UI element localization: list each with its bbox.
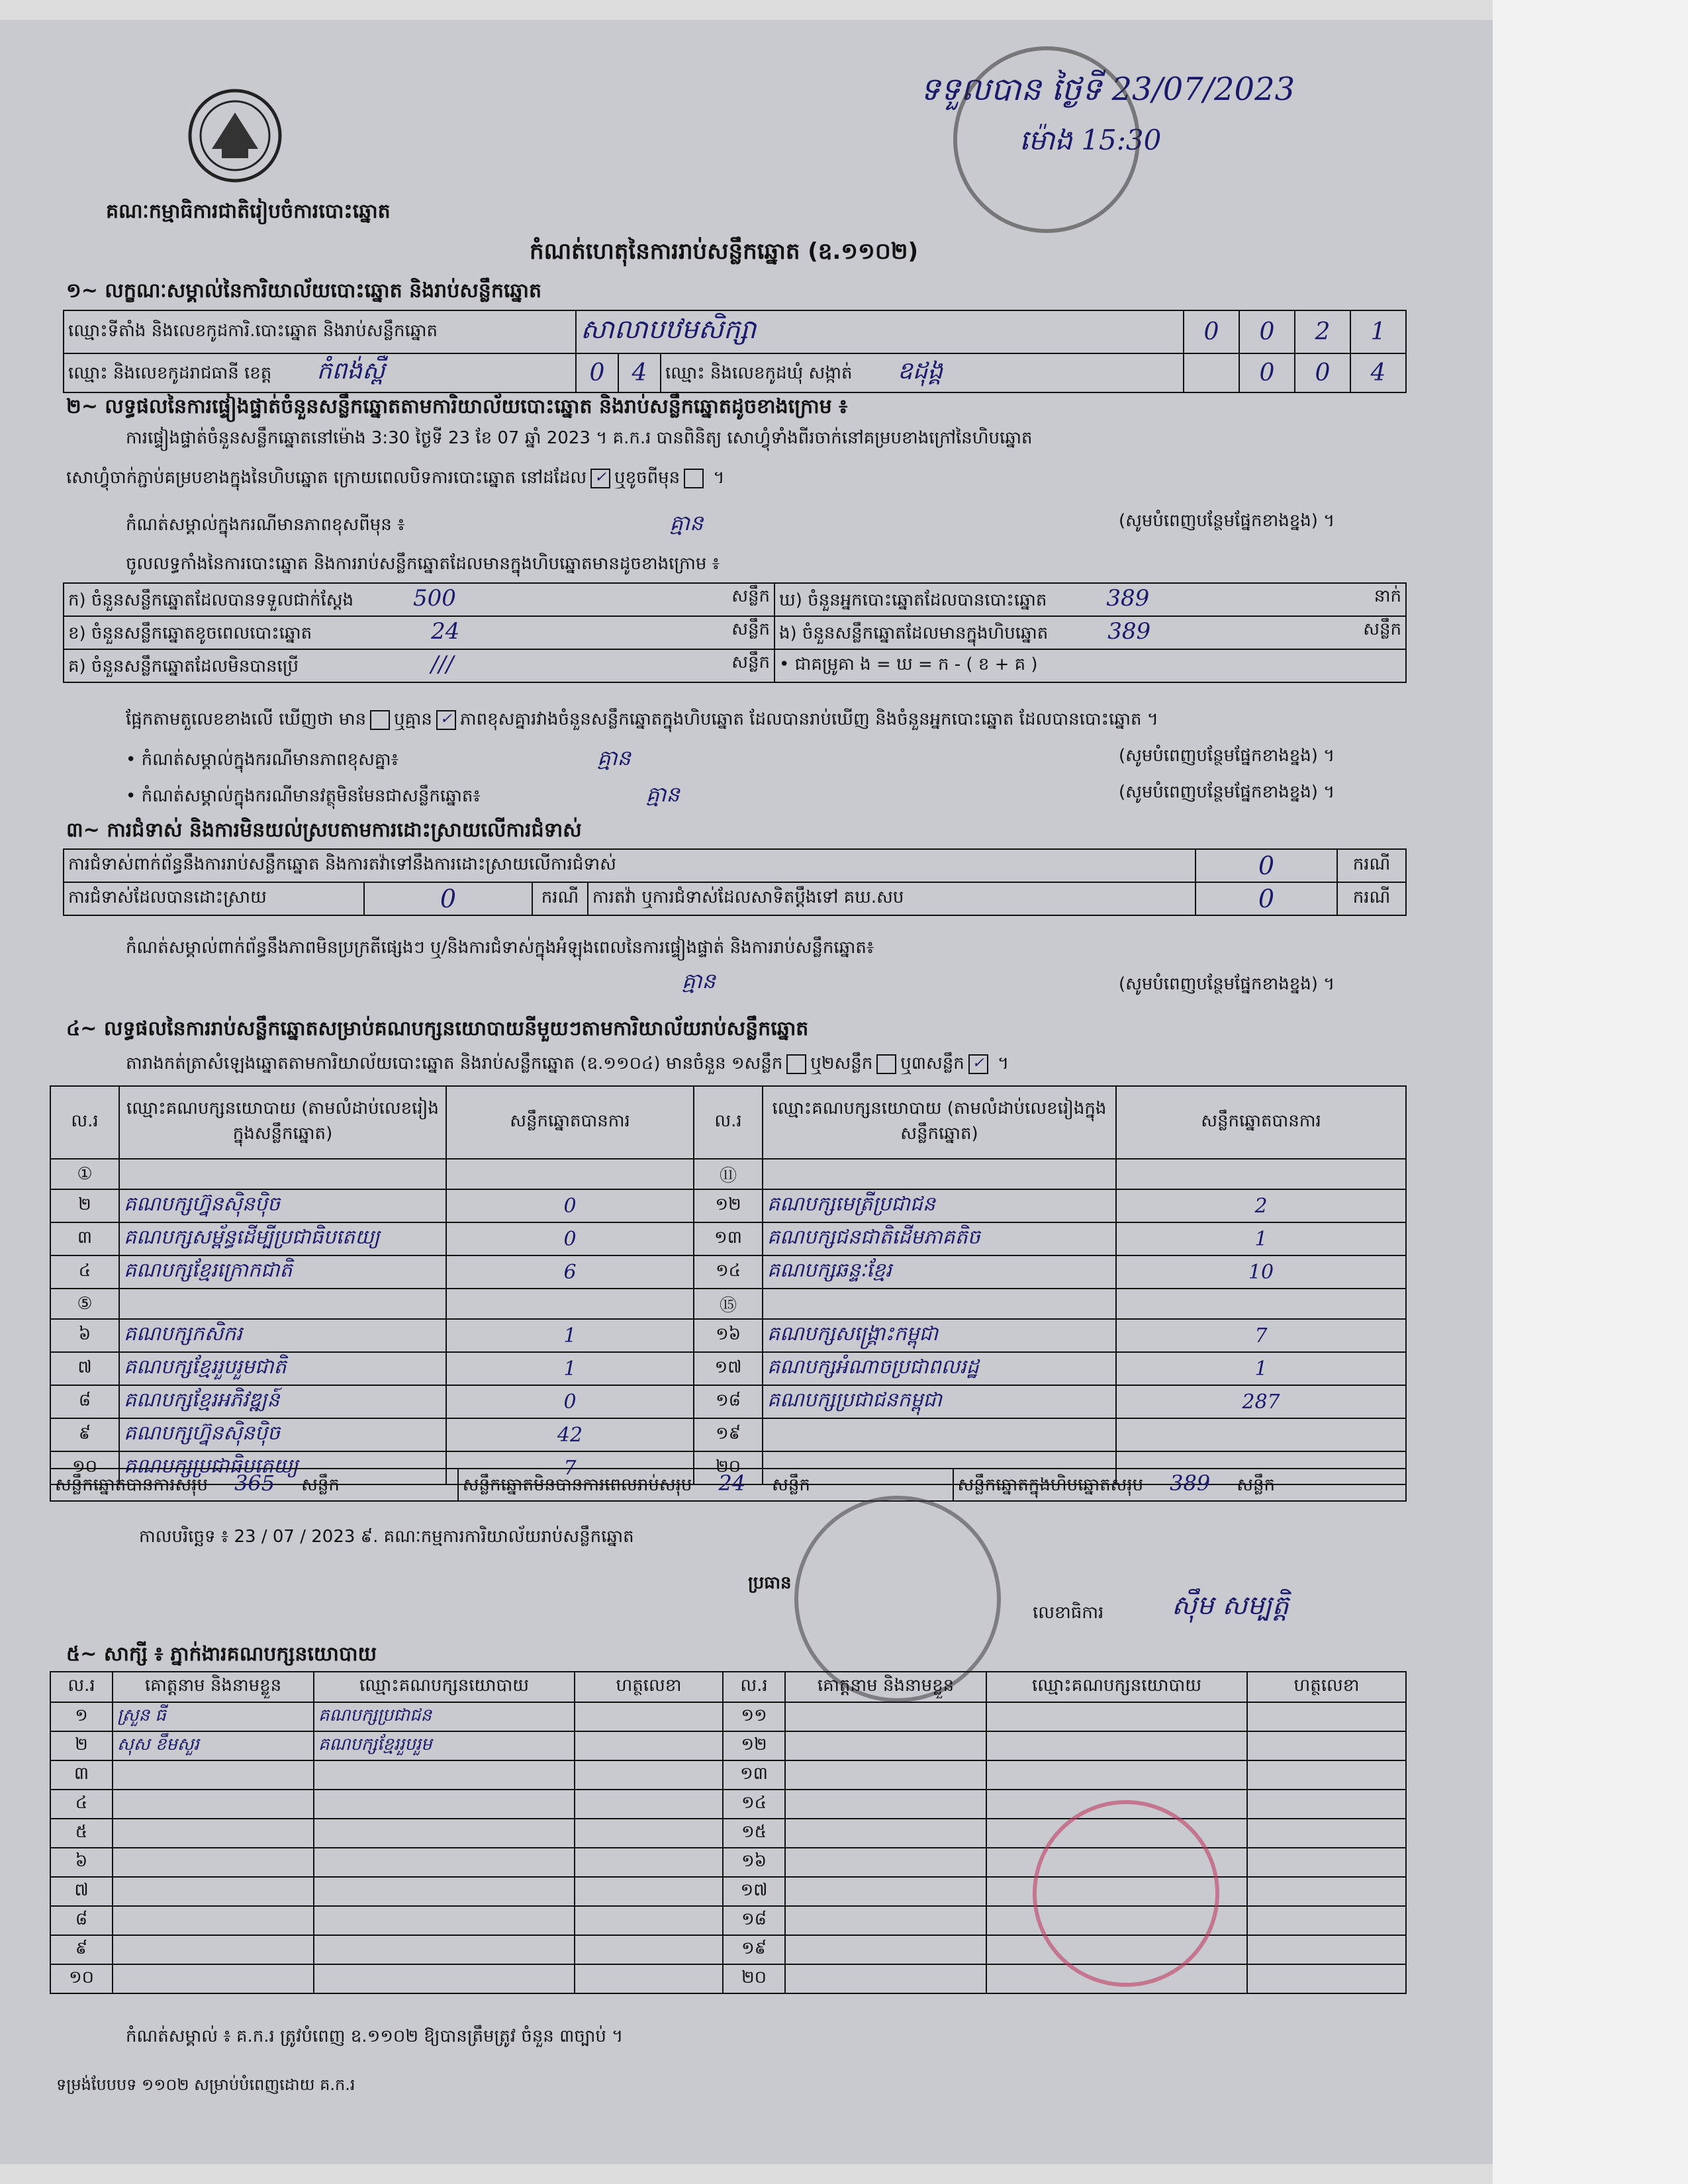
witness-no: ១៨: [723, 1906, 785, 1935]
result-party: គណបក្សប្រជាធិបតេយ្យ: [119, 1451, 446, 1484]
witness-no: ១៦: [723, 1848, 785, 1877]
seal-broken-checkbox[interactable]: [684, 469, 704, 488]
formula: • ជាគម្រូគា ង = ឃ = ក - ( ខ + គ ): [774, 649, 1406, 682]
witness-no: ១: [50, 1702, 113, 1731]
result-no: ១៧: [694, 1352, 763, 1385]
result-no: ១៣: [694, 1222, 763, 1255]
fill-hint-3: (សូមបំពេញបន្ថែមផ្នែកខាងខ្នង) ។: [1119, 782, 1335, 802]
result-no: ១៨: [694, 1385, 763, 1418]
result-votes: 0: [446, 1189, 694, 1222]
committee-logo: [185, 86, 285, 185]
w-col-name-left: គោត្តនាម និងនាមខ្លួន: [113, 1672, 314, 1702]
resolved-count: 0: [364, 882, 532, 915]
commune-code-1: 0: [1239, 353, 1295, 392]
result-row: [50, 1255, 1406, 1289]
w-col-party-right: ឈ្មោះគណបក្សនយោបាយ: [986, 1672, 1247, 1702]
witness-signature: [575, 1702, 723, 1731]
result-row: [50, 1319, 1406, 1352]
fill-hint-1: (សូមបំពេញបន្ថែមផ្នែកខាងខ្នង) ។: [1119, 511, 1335, 531]
result-party: [119, 1159, 446, 1189]
witness-signature: [1247, 1760, 1406, 1790]
province-label: ឈ្មោះ និងលេខកូដរាជធានី ខេត្ត កំពង់ស្ពឺ: [64, 353, 576, 392]
counts-table: [63, 582, 1407, 683]
appealed-count: 0: [1196, 882, 1337, 915]
province-code-1: 0: [576, 353, 618, 392]
count-gh: ឃ) ចំនួនអ្នកបោះឆ្នោតដែលបានបោះឆ្នោត 389 នាក់: [774, 583, 1406, 616]
witness-party: [314, 1819, 575, 1848]
result-party: [763, 1159, 1116, 1189]
col-party-right: ឈ្មោះគណបក្សនយោបាយ (តាមលំដាប់លេខរៀងក្នុងសន្លឹកឆ្នោត): [763, 1086, 1116, 1159]
section1-heading: ១~ លក្ខណៈសម្គាល់នៃការិយាល័យបោះឆ្នោត និងរាប់សន្លឹកឆ្នោត: [66, 279, 542, 302]
witness-name: [785, 1790, 986, 1819]
witness-name: [785, 1935, 986, 1964]
result-no: ⑤: [50, 1289, 119, 1319]
section4-heading: ៤~ លទ្ធផលនៃការរាប់សន្លឹកឆ្នោតសម្រាប់គណបក្សនយោបាយនីមួយៗតាមការិយាល័យរាប់សន្លឹកឆ្នោត: [66, 1017, 809, 1040]
result-party: គណបក្សមេត្រីប្រជាជន: [763, 1189, 1116, 1222]
result-party: [763, 1418, 1116, 1451]
section5-heading: ៥~ សាក្សី ៖ ភ្នាក់ងារគណបក្សនយោបាយ: [66, 1643, 377, 1666]
count-kh: ខ) ចំនួនសន្លឹកឆ្នោតខូចពេលបោះឆ្នោត 24 សន្លឹក: [64, 616, 774, 649]
witness-name: [785, 1877, 986, 1906]
witness-no: ១១: [723, 1702, 785, 1731]
witness-no: ៣: [50, 1760, 113, 1790]
verification-para-2: សោហ្វុំចាក់ភ្ជាប់គម្របខាងក្នុងនៃហិបឆ្នោត ក្រោយពេលបិទការបោះឆ្នោត នៅដដែល ✓ ឬខូចពីមុន ។: [66, 468, 725, 488]
witness-name: [785, 1731, 986, 1760]
note-diff2-line: • កំណត់សម្គាល់ក្នុងករណីមានភាពខុសគ្នា៖ គ្មាន: [126, 745, 631, 770]
witness-name: [785, 1906, 986, 1935]
compare-line: ផ្អែកតាមតួលេខខាងលើ ឃើញថា មាន ឬគ្មាន ✓ ភាពខុសគ្នារវាងចំនួនសន្លឹកឆ្នោតក្នុងហិបឆ្នោត ដែលបានរាប់ឃើញ និងចំនួនអ្នកបោះឆ្នោត ដែលបានបោះឆ្នោត ។: [126, 709, 1158, 729]
case-unit-1: ករណី: [1337, 849, 1406, 882]
result-no: ①: [50, 1159, 119, 1189]
result-party: [763, 1289, 1116, 1319]
result-no: ៧: [50, 1352, 119, 1385]
witness-party: [314, 1877, 575, 1906]
chair-label: ប្រធាន: [748, 1573, 792, 1593]
witness-party: គណបក្សខ្មែររួបរួម: [314, 1731, 575, 1760]
witness-name: [785, 1760, 986, 1790]
witness-party: [314, 1848, 575, 1877]
witness-signature: [1247, 1906, 1406, 1935]
witness-party: [314, 1964, 575, 1993]
commune-code-pad: [1184, 353, 1239, 392]
witness-party: [314, 1906, 575, 1935]
witness-signature: [575, 1848, 723, 1877]
total-invalid: សន្លឹកឆ្នោតមិនបានការពេលរាប់សរុប 24 សន្លឹក: [458, 1469, 953, 1501]
witness-no: ១៣: [723, 1760, 785, 1790]
result-votes: 1: [1116, 1352, 1406, 1385]
result-party: គណបក្សឆន្ទៈខ្មែរ: [763, 1255, 1116, 1289]
witness-no: ១២: [723, 1731, 785, 1760]
witness-name: [113, 1848, 314, 1877]
result-votes: [446, 1289, 694, 1319]
witness-no: ១០: [50, 1964, 113, 1993]
scan-margin: [1493, 0, 1688, 2184]
counts-intro: ចូលលទ្ធកាំងនៃការបោះឆ្នោត និងការរាប់សន្លឹកឆ្នោតដែលមានក្នុងហិបឆ្នោតមានដូចខាងក្រោម ៖: [126, 554, 720, 574]
secretary-signature: ស៊ឹម សម្បត្តិ: [1172, 1590, 1289, 1621]
irregularity-note: កំណត់សម្គាល់ពាក់ព័ន្ធនឹងភាពមិនប្រក្រតីផ្សេងៗ ឬ/និងការជំទាស់ក្នុងអំឡុងពេលនៃការផ្ទៀងផ្ទាត់ និងការរាប់សន្លឹកឆ្នោត៖: [126, 938, 874, 958]
case-unit-2: ករណី: [532, 882, 588, 915]
section1-table: [63, 310, 1407, 393]
result-party: គណបក្សខ្មែររួបរួមជាតិ: [119, 1352, 446, 1385]
result-party: គណបក្សខ្មែរក្រោកជាតិ: [119, 1255, 446, 1289]
witness-party: [314, 1760, 575, 1790]
witness-signature: [1247, 1790, 1406, 1819]
result-party: គណបក្សអំណាចប្រជាពលរដ្ឋ: [763, 1352, 1116, 1385]
count-ng: ង) ចំនួនសន្លឹកឆ្នោតដែលមានក្នុងហិបឆ្នោត 389 សន្លឹក: [774, 616, 1406, 649]
result-no: ១៦: [694, 1319, 763, 1352]
one-sheet-checkbox[interactable]: [786, 1054, 806, 1074]
objection-count-label: ការជំទាស់ពាក់ព័ន្ធនឹងការរាប់សន្លឹកឆ្នោត និងការតវ៉ាទៅនឹងការដោះស្រាយលើការជំទាស់: [64, 849, 1196, 882]
irregularity-note-value: គ្មាន: [682, 968, 716, 993]
result-no: ២០: [694, 1451, 763, 1484]
witness-row: [50, 1760, 1406, 1790]
verification-para-1: ការផ្ទៀងផ្ទាត់ចំនួនសន្លឹកឆ្នោតនៅម៉ោង 3:30 ថ្ងៃទី 23 ខែ 07 ឆ្នាំ 2023 ។ គ.ក.រ បានពិនិត្យ សោហ្វុំទាំងពីរចាក់នៅគម្របខាងក្រៅនៃហិបឆ្នោត: [126, 428, 1033, 448]
witness-name: [785, 1848, 986, 1877]
received-time: ម៉ោង 15:30: [1019, 124, 1162, 156]
resolved-label: ការជំទាស់ដែលបានដោះស្រាយ: [64, 882, 364, 915]
result-votes: [1116, 1418, 1406, 1451]
witness-name: [785, 1819, 986, 1848]
results-table: [50, 1085, 1407, 1485]
count-ko: គ) ចំនួនសន្លឹកឆ្នោតដែលមិនបានប្រើ /// សន្លឹក: [64, 649, 774, 682]
commune-code-2: 0: [1295, 353, 1350, 392]
result-votes: 0: [446, 1222, 694, 1255]
result-votes: 7: [1116, 1319, 1406, 1352]
result-no: ១០: [50, 1451, 119, 1484]
w-col-no-right: ល.រ: [723, 1672, 785, 1702]
result-party: គណបក្សសង្គ្រោះកម្ពុជា: [763, 1319, 1116, 1352]
witness-signature: [575, 1790, 723, 1819]
count-k: ក) ចំនួនសន្លឹកឆ្នោតដែលបានទទួលជាក់ស្តែង 500 សន្លឹក: [64, 583, 774, 616]
appealed-label: ការតវ៉ា ឬការជំទាស់ដែលសាទិតប្តឹងទៅ គឃ.សប: [588, 882, 1196, 915]
result-row: [50, 1385, 1406, 1418]
witness-no: ២០: [723, 1964, 785, 1993]
result-no: ១២: [694, 1189, 763, 1222]
witness-party: [314, 1935, 575, 1964]
result-votes: [1116, 1289, 1406, 1319]
result-votes: 0: [446, 1385, 694, 1418]
w-col-name-right: គោត្តនាម និងនាមខ្លួន: [785, 1672, 986, 1702]
result-votes: 287: [1116, 1385, 1406, 1418]
result-votes: 2: [1116, 1189, 1406, 1222]
witness-no: ៦: [50, 1848, 113, 1877]
col-votes-right: សន្លឹកឆ្នោតបានការ: [1116, 1086, 1406, 1159]
result-row: [50, 1418, 1406, 1451]
witness-party: [986, 1760, 1247, 1790]
col-no-right: ល.រ: [694, 1086, 763, 1159]
result-row: [50, 1189, 1406, 1222]
witness-name: [785, 1964, 986, 1993]
result-no: ៨: [50, 1385, 119, 1418]
result-no: ៩: [50, 1418, 119, 1451]
result-row: [50, 1289, 1406, 1319]
witness-signature: [575, 1819, 723, 1848]
official-seal-red: [1033, 1800, 1219, 1987]
witness-no: ២: [50, 1731, 113, 1760]
witness-name: ស្រួន ធី: [113, 1702, 314, 1731]
section3-heading: ៣~ ការជំទាស់ និងការមិនយល់ស្របតាមការដោះស្រាយលើការជំទាស់: [66, 819, 582, 842]
witness-signature: [1247, 1819, 1406, 1848]
witness-signature: [1247, 1877, 1406, 1906]
result-party: [119, 1289, 446, 1319]
location-code-2: 0: [1239, 310, 1295, 353]
witness-signature: [575, 1877, 723, 1906]
case-unit-3: ករណី: [1337, 882, 1406, 915]
witness-signature: [575, 1964, 723, 1993]
witness-name: [113, 1877, 314, 1906]
witness-signature: [1247, 1935, 1406, 1964]
witness-signature: [1247, 1964, 1406, 1993]
result-party: គណបក្សហ្វ៊ុនស៊ិនប៉ិច: [119, 1418, 446, 1451]
result-row: [50, 1159, 1406, 1189]
location-code-3: 2: [1295, 310, 1350, 353]
total-valid: សន្លឹកឆ្នោតបានការសរុប 365 សន្លឹក: [50, 1469, 458, 1501]
result-votes: 42: [446, 1418, 694, 1451]
witness-no: ៨: [50, 1906, 113, 1935]
witness-name: [113, 1790, 314, 1819]
result-no: ១៩: [694, 1418, 763, 1451]
footer-note: កំណត់សម្គាល់ ៖ គ.ក.រ ត្រូវបំពេញ ឧ.១១០២ ឱ្យបានត្រឹមត្រូវ ចំនួន ៣ច្បាប់ ។: [126, 2026, 624, 2046]
witness-name: [785, 1702, 986, 1731]
witness-no: ១៩: [723, 1935, 785, 1964]
witness-no: ៥: [50, 1819, 113, 1848]
result-votes: [1116, 1159, 1406, 1189]
col-votes-left: សន្លឹកឆ្នោតបានការ: [446, 1086, 694, 1159]
witness-party: [986, 1731, 1247, 1760]
witness-no: ១៤: [723, 1790, 785, 1819]
objection-count: 0: [1196, 849, 1337, 882]
witness-party: [314, 1790, 575, 1819]
result-party: គណបក្សខ្មែរអភិវឌ្ឍន៍: [119, 1385, 446, 1418]
result-no: ២: [50, 1189, 119, 1222]
witness-name: [113, 1906, 314, 1935]
witness-no: ១៥: [723, 1819, 785, 1848]
objections-table: [63, 848, 1407, 916]
witness-signature: [1247, 1702, 1406, 1731]
result-party: គណបក្សជនជាតិដើមភាគតិច: [763, 1222, 1116, 1255]
note-diff-line: កំណត់សម្គាល់ក្នុងករណីមានភាពខុសពីមុន ៖ គ្មាន: [126, 510, 704, 535]
note-fake-line: • កំណត់សម្គាល់ក្នុងករណីមានវត្ថុមិនមែនជាសន្លឹកឆ្នោត៖ គ្មាន: [126, 782, 680, 807]
col-party-left: ឈ្មោះគណបក្សនយោបាយ (តាមលំដាប់លេខរៀងក្នុងសន្លឹកឆ្នោត): [119, 1086, 446, 1159]
commune-label: ឈ្មោះ និងលេខកូដឃុំ សង្កាត់ ឧដុង្គ: [661, 353, 1184, 392]
location-code-4: 1: [1350, 310, 1406, 353]
result-party: គណបក្សហ្វ៊ុនស៊ិនប៉ិច: [119, 1189, 446, 1222]
witness-signature: [1247, 1731, 1406, 1760]
result-votes: 1: [446, 1319, 694, 1352]
province-code-2: 4: [618, 353, 661, 392]
commune-code-3: 4: [1350, 353, 1406, 392]
location-value: សាលាបឋមសិក្សា: [576, 310, 1184, 353]
received-date: ទទួលបាន ថ្ងៃទី 23/07/2023: [920, 71, 1295, 108]
w-col-sign-left: ហត្ថលេខា: [575, 1672, 723, 1702]
witness-name: [113, 1819, 314, 1848]
result-party: គណបក្សប្រជាជនកម្ពុជា: [763, 1385, 1116, 1418]
witness-signature: [575, 1935, 723, 1964]
witness-party: គណបក្សប្រជាជន: [314, 1702, 575, 1731]
page-title: កំណត់ហេតុនៃការរាប់សន្លឹកឆ្នោត (ឧ.១១០២): [530, 238, 919, 265]
witness-name: [113, 1760, 314, 1790]
date-line: កាលបរិច្ឆេទ ៖ 23 / 07 / 2023 ៩. គណៈកម្មការការិយាល័យរាប់សន្លឹកឆ្នោត: [139, 1527, 634, 1547]
diff-no-checkbox[interactable]: ✓: [436, 710, 456, 730]
fill-hint-2: (សូមបំពេញបន្ថែមផ្នែកខាងខ្នង) ។: [1119, 746, 1335, 766]
seal-intact-checkbox[interactable]: ✓: [590, 469, 610, 488]
result-votes: 6: [446, 1255, 694, 1289]
witness-row: [50, 1731, 1406, 1760]
witness-party: [986, 1702, 1247, 1731]
witness-no: ៧: [50, 1877, 113, 1906]
w-col-sign-right: ហត្ថលេខា: [1247, 1672, 1406, 1702]
official-seal-top: [953, 46, 1140, 233]
two-sheet-checkbox[interactable]: [876, 1054, 896, 1074]
result-votes: [446, 1159, 694, 1189]
col-no-left: ល.រ: [50, 1086, 119, 1159]
witness-row: [50, 1964, 1406, 1993]
location-code-1: 0: [1184, 310, 1239, 353]
sheet-count-line: តារាងកត់ត្រាសំឡេងឆ្នោតតាមការិយាល័យបោះឆ្នោត និងរាប់សន្លឹកឆ្នោត (ឧ.១១០៤) មានចំនួន ១សន្លឹក ឬ២សន្លឹក ឬ៣សន្លឹក ✓ ។: [126, 1054, 1009, 1073]
witness-no: ៤: [50, 1790, 113, 1819]
witness-name: [113, 1964, 314, 1993]
result-no: ⑮: [694, 1289, 763, 1319]
section2-heading: ២~ លទ្ធផលនៃការផ្ទៀងផ្ទាត់ចំនួនសន្លឹកឆ្នោតតាមការិយាល័យបោះឆ្នោត និងរាប់សន្លឹកឆ្នោតដូចខាងក្រោម ៖: [66, 395, 848, 418]
witness-row: [50, 1702, 1406, 1731]
result-row: [50, 1222, 1406, 1255]
witness-signature: [575, 1731, 723, 1760]
w-col-party-left: ឈ្មោះគណបក្សនយោបាយ: [314, 1672, 575, 1702]
secretary-label: លេខាធិការ: [1033, 1603, 1104, 1623]
total-box: សន្លឹកឆ្នោតក្នុងហិបឆ្នោតសរុប 389 សន្លឹក: [953, 1469, 1406, 1501]
result-no: ១៤: [694, 1255, 763, 1289]
witness-row: [50, 1790, 1406, 1819]
result-party: គណបក្សកសិករ: [119, 1319, 446, 1352]
witness-signature: [575, 1760, 723, 1790]
result-no: ⑪: [694, 1159, 763, 1189]
witness-name: សុស ខឹមសួរ: [113, 1731, 314, 1760]
witness-signature: [575, 1906, 723, 1935]
result-party: គណបក្សសម្ព័ន្ធដើម្បីប្រជាធិបតេយ្យ: [119, 1222, 446, 1255]
location-label: ឈ្មោះទីតាំង និងលេខកូដការិ.បោះឆ្នោត និងរាប់សន្លឹកឆ្នោត: [64, 310, 576, 353]
witness-name: [113, 1935, 314, 1964]
diff-yes-checkbox[interactable]: [370, 710, 390, 730]
committee-name: គណៈកម្មាធិការជាតិរៀបចំការបោះឆ្នោត: [106, 200, 391, 223]
witness-signature: [1247, 1848, 1406, 1877]
result-no: ៣: [50, 1222, 119, 1255]
witness-no: ៩: [50, 1935, 113, 1964]
result-votes: 1: [446, 1352, 694, 1385]
witness-no: ១៧: [723, 1877, 785, 1906]
three-sheet-checkbox[interactable]: ✓: [968, 1054, 988, 1074]
fill-hint-4: (សូមបំពេញបន្ថែមផ្នែកខាងខ្នង) ។: [1119, 974, 1335, 994]
result-no: ៦: [50, 1319, 119, 1352]
result-votes: 1: [1116, 1222, 1406, 1255]
totals-table: [50, 1468, 1407, 1502]
result-no: ៤: [50, 1255, 119, 1289]
result-row: [50, 1352, 1406, 1385]
w-col-no-left: ល.រ: [50, 1672, 113, 1702]
form-note: ទម្រង់បែបបទ ១១០២ សម្រាប់បំពេញដោយ គ.ក.រ: [56, 2075, 355, 2094]
result-votes: 10: [1116, 1255, 1406, 1289]
result-votes: 7: [446, 1451, 694, 1484]
